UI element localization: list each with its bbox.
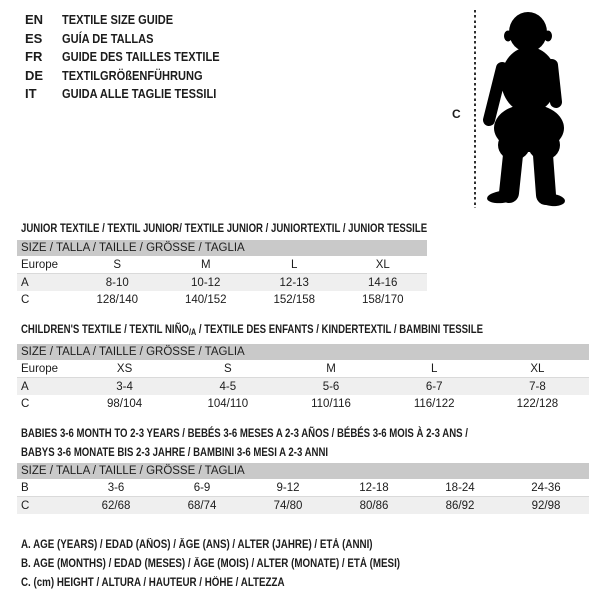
language-code: IT [25, 86, 37, 102]
language-title-text: GUIDA ALLE TAGLIE TESSILI [62, 86, 217, 102]
table-cell: 5-6 [322, 380, 340, 393]
table-cell: M [200, 258, 211, 271]
table-cell: S [223, 362, 232, 375]
table-row [17, 291, 427, 308]
table-cell: 9-12 [276, 481, 300, 494]
language-title-text: TEXTILE SIZE GUIDE [62, 12, 174, 27]
language-title-text: TEXTILGRÖßENFÜHRUNG [62, 67, 203, 83]
table-cell: 4-5 [219, 380, 237, 393]
table-cell: S [113, 258, 122, 271]
table-row [17, 256, 427, 274]
table-title: JUNIOR TEXTILE / TEXTIL JUNIOR/ TEXTILE JUNIOR / JUNIORTEXTIL / JUNIOR TESSILE [21, 221, 428, 235]
table-rows [17, 479, 589, 514]
table-cell: 122/128 [516, 397, 559, 410]
table-cell: 3-6 [107, 481, 125, 494]
row-label: A [21, 276, 29, 289]
table-cell: 158/170 [361, 293, 404, 306]
table-row [17, 497, 589, 514]
table-cell: 80/86 [359, 499, 389, 512]
table-cell: XL [375, 258, 390, 271]
title-subscript: /A [188, 327, 197, 337]
table-cell: 14-16 [368, 276, 398, 289]
table-row [17, 479, 589, 497]
language-title [62, 48, 247, 67]
height-measure-dashed-line [474, 10, 476, 208]
height-dimension-label: C [452, 107, 461, 121]
language-title [62, 30, 247, 49]
table-cell: 68/74 [187, 499, 217, 512]
language-row [25, 48, 247, 67]
table-cell: 74/80 [273, 499, 303, 512]
table-cell: 3-4 [116, 380, 133, 393]
language-row [25, 67, 247, 86]
footnote-text: C. (cm) HEIGHT / ALTURA / HAUTEUR / HÖHE / ALTEZZA [21, 577, 285, 589]
table-cell: 98/104 [107, 397, 143, 410]
footnote [21, 536, 467, 555]
table-cell: 6-7 [425, 380, 443, 393]
footnote [21, 555, 467, 574]
table-cell: 12-13 [279, 276, 309, 289]
baby-silhouette-icon [480, 10, 568, 208]
table-cell: 152/158 [273, 293, 316, 306]
table-cell: 86/92 [445, 499, 475, 512]
table-cell: XL [530, 362, 545, 375]
table-cell: L [431, 362, 438, 375]
table-title [21, 322, 483, 337]
row-label: Europe [21, 362, 59, 375]
language-code: ES [25, 30, 43, 46]
language-list [25, 11, 247, 104]
row-label: C [21, 499, 30, 512]
footnotes [21, 536, 467, 593]
footnote-text: A. AGE (YEARS) / EDAD (AÑOS) / ÂGE (ANS) / ALTER (JAHRE) / ETÀ (ANNI) [21, 539, 373, 551]
size-header-bar [17, 240, 427, 256]
table-rows [17, 360, 589, 412]
size-header-text: SIZE / TALLA / TAILLE / GRÖSSE / TAGLIA [21, 346, 245, 358]
table-cell: 10-12 [191, 276, 221, 289]
table-rows [17, 256, 427, 308]
table-row [17, 395, 589, 412]
row-label: B [21, 481, 29, 494]
table-row [17, 274, 427, 291]
table-cell: 24-36 [531, 481, 561, 494]
language-title [62, 11, 247, 30]
table-title-line-2: BABYS 3-6 MONATE BIS 2-3 JAHRE / BAMBINI 3-6 MESI A 2-3 ANNI [21, 445, 329, 459]
table-cell: 6-9 [193, 481, 211, 494]
row-label: C [21, 397, 30, 410]
row-label: Europe [21, 258, 59, 271]
row-label: C [21, 293, 30, 306]
footnote-text: B. AGE (MONTHS) / EDAD (MESES) / ÂGE (MOIS) / ALTER (MONATE) / ETÀ (MESI) [21, 558, 401, 570]
table-cell: 140/152 [184, 293, 227, 306]
language-title [62, 85, 247, 104]
title-part: / TEXTILE DES ENFANTS / KINDERTEXTIL / BAMBINI TESSILE [196, 322, 483, 336]
row-label: A [21, 380, 29, 393]
language-title-text: GUIDE DES TAILLES TEXTILE [62, 49, 220, 65]
language-row [25, 85, 247, 104]
table-cell: 104/110 [207, 397, 249, 410]
table-cell: 8-10 [105, 276, 129, 289]
language-code: DE [25, 67, 44, 83]
table-row [17, 378, 589, 395]
table-cell: 110/116 [311, 397, 351, 410]
table-cell: 128/140 [96, 293, 139, 306]
title-part: CHILDREN'S TEXTILE / TEXTIL NIÑO [21, 322, 189, 336]
table-cell: 7-8 [529, 380, 546, 393]
table-cell: L [291, 258, 298, 271]
table-cell: 12-18 [359, 481, 389, 494]
table-cell: 62/68 [101, 499, 131, 512]
table-row [17, 360, 589, 378]
table-title-line-1: BABIES 3-6 MONTH TO 2-3 YEARS / BEBÉS 3-6 MESES A 2-3 AÑOS / BÉBÉS 3-6 MOIS À 2-3 ANS / [21, 426, 468, 440]
language-code: EN [25, 12, 44, 27]
footnote [21, 574, 467, 593]
language-code: FR [25, 49, 43, 65]
size-header-bar [17, 463, 589, 479]
language-row [25, 11, 247, 30]
size-header-bar [17, 344, 589, 360]
table-cell: 116/122 [413, 397, 455, 410]
table-cell: 18-24 [445, 481, 475, 494]
language-title-text: GUÍA DE TALLAS [62, 30, 154, 46]
table-cell: 92/98 [531, 499, 561, 512]
table-cell: XS [116, 362, 133, 375]
language-title [62, 67, 247, 86]
size-header-text: SIZE / TALLA / TAILLE / GRÖSSE / TAGLIA [21, 465, 245, 477]
table-cell: M [326, 362, 336, 375]
size-header-text: SIZE / TALLA / TAILLE / GRÖSSE / TAGLIA [21, 242, 245, 254]
language-row [25, 30, 247, 49]
